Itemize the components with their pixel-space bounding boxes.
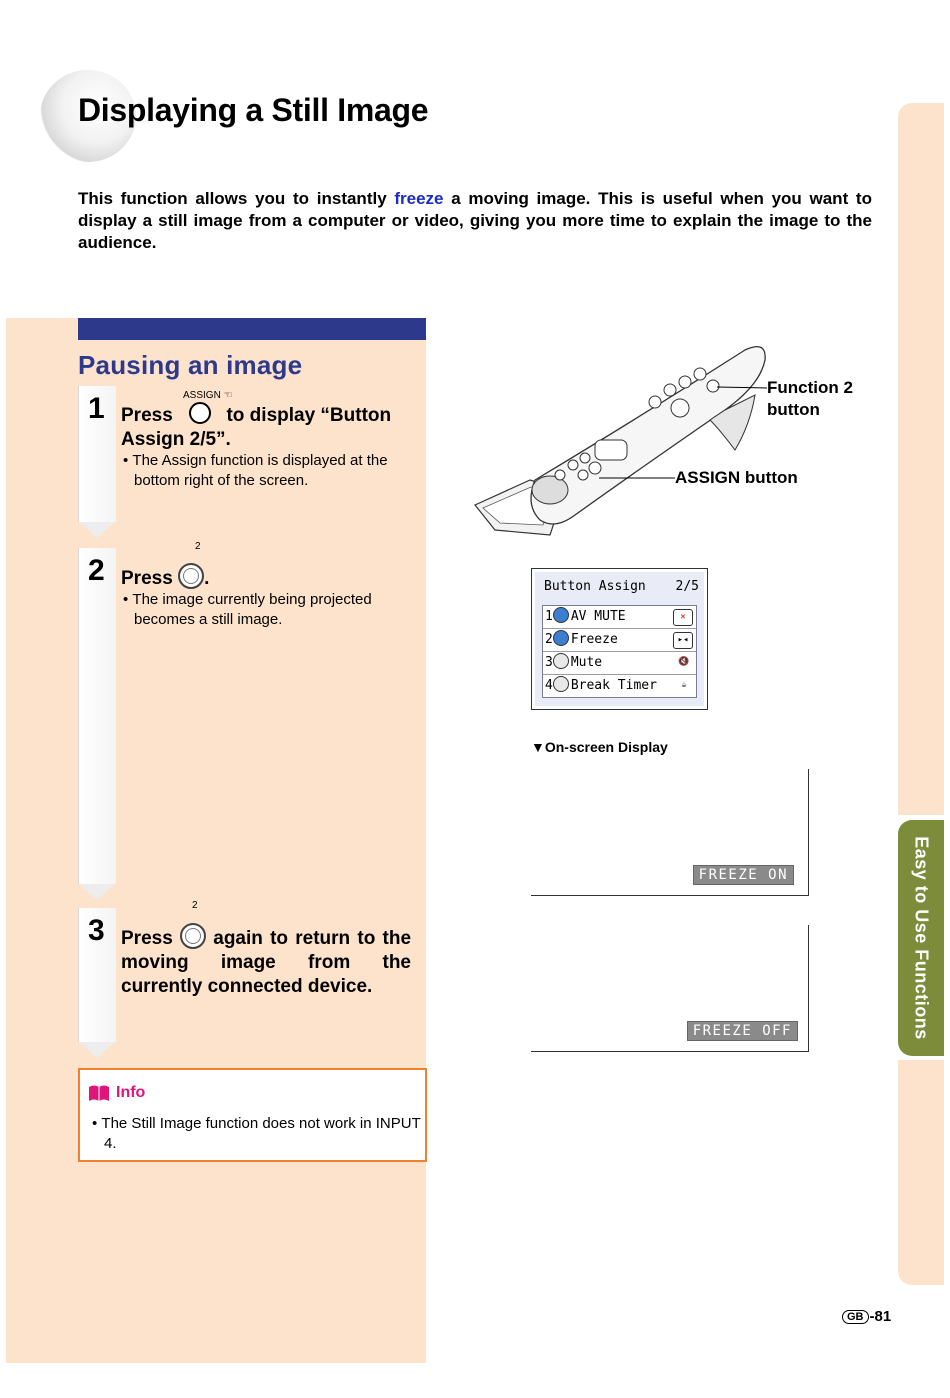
freeze-on-tag: FREEZE ON: [693, 865, 794, 885]
function-2-button-icon: [178, 563, 204, 589]
info-text: • The Still Image function does not work in INPUT 4.: [92, 1115, 421, 1152]
side-tab-bottom: [898, 1060, 944, 1285]
osd-list: [542, 605, 697, 698]
section-title: Pausing an image: [78, 350, 303, 380]
intro-paragraph: This function allows you to instantly freeze a moving image. This is useful when you want to display a still image from a computer or video, giving you more time to explain the image to the audience.: [78, 189, 872, 252]
cup-icon: ☕: [681, 680, 687, 690]
hand-icon: ☜: [223, 390, 233, 401]
step-2-heading: Press .: [121, 563, 411, 591]
info-box: [78, 1068, 427, 1162]
osd-title: Button Assign 2/5: [544, 579, 699, 594]
assign-callout: ASSIGN button: [675, 468, 798, 487]
freeze-off-screen: [531, 925, 809, 1052]
step-1-heading: Press to display “Button Assign 2/5”.: [121, 402, 411, 452]
osd-row: 1 AV MUTE ✕: [543, 606, 696, 629]
page-title: Displaying a Still Image: [78, 92, 429, 128]
freeze-icon: ▸◂: [673, 632, 693, 649]
function-2-button-label: 2: [195, 541, 201, 552]
assign-dot-icon: [553, 653, 569, 669]
assign-dot-icon: [553, 676, 569, 692]
triangle-down-icon: ▼: [531, 739, 545, 755]
assign-button-icon: [189, 402, 211, 424]
button-assign-osd: [531, 568, 708, 710]
side-tab-easy-to-use[interactable]: [898, 820, 944, 1056]
section-bar: [78, 318, 426, 340]
step-1-number: 1: [88, 392, 105, 425]
function-2-callout: Function 2 button: [767, 378, 853, 419]
book-icon: [88, 1084, 110, 1102]
remote-control-illustration: [455, 340, 775, 540]
freeze-link[interactable]: freeze: [394, 189, 444, 208]
osd-caption: ▼On-screen Display: [531, 739, 668, 755]
step-3-heading: Press again to return to the moving image from the currently connected device.: [121, 923, 411, 999]
step-2-bar: [78, 548, 116, 884]
osd-row: 2 Freeze ▸◂: [543, 629, 696, 652]
function-2-button-label-3: 2: [192, 900, 198, 911]
step-1-bullet: • The Assign function is displayed at the bottom right of the screen.: [123, 452, 388, 489]
side-tab-top: [898, 103, 944, 815]
info-title: Info: [116, 1084, 146, 1101]
step-2-bullet: • The image currently being projected becomes a still image.: [123, 591, 372, 628]
assign-dot-icon: [553, 607, 569, 623]
step-2-number: 2: [88, 554, 105, 587]
function-2-button-icon-3: [180, 923, 206, 949]
assign-button-label: ASSIGN ☜: [183, 390, 233, 401]
av-mute-icon: ✕: [673, 609, 693, 626]
osd-row: 4 Break Timer ☕: [543, 675, 696, 697]
step-3-number: 3: [88, 914, 105, 947]
freeze-on-screen: [531, 769, 809, 896]
osd-row: 3 Mute 🔇: [543, 652, 696, 675]
region-badge: GB: [842, 1310, 869, 1324]
freeze-off-tag: FREEZE OFF: [687, 1021, 798, 1041]
assign-dot-icon: [553, 630, 569, 646]
mute-icon: 🔇: [678, 657, 690, 667]
side-tab-label: Easy to Use Functions: [911, 836, 932, 1040]
page-number: GB -81: [842, 1308, 891, 1325]
